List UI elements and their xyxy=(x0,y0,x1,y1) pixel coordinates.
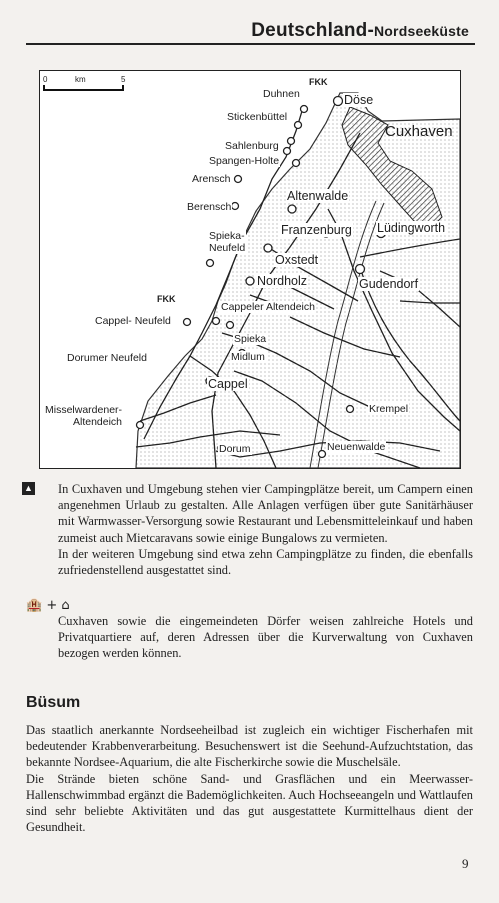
map-scale-bar xyxy=(43,77,125,97)
place-neuenwalde: Neuenwalde xyxy=(327,441,386,453)
place-dorum: Dorum xyxy=(219,443,251,455)
page-number: 9 xyxy=(462,856,469,871)
scale-unit: km xyxy=(75,75,86,84)
house-icon: ⌂ xyxy=(61,598,70,613)
place-cappel-neufeld: Cappel- Neufeld xyxy=(95,315,171,327)
place-berensch: Berensch xyxy=(187,201,232,213)
place-spangen-holte: Spangen-Holte xyxy=(209,155,280,167)
scale-zero: 0 xyxy=(43,75,48,84)
lodging-text: Cuxhaven sowie die eingemeindeten Dörfer weisen zahlreiche Hotels und Privatquartiere auf, deren Adressen über die Kurverwaltung von Cuxhaven bezogen werden können. xyxy=(58,614,473,661)
fkk-label-north: FKK xyxy=(309,77,328,87)
place-spieka: Spieka xyxy=(234,333,267,345)
page-header-title xyxy=(251,20,469,42)
fkk-label-west: FKK xyxy=(157,294,176,304)
place-nordholz: Nordholz xyxy=(257,274,308,288)
place-midlum: Midlum xyxy=(231,351,265,363)
place-krempel: Krempel xyxy=(369,403,409,415)
header-rule xyxy=(26,43,475,45)
place-franzenburg: Franzenburg xyxy=(281,223,352,237)
place-gudendorf: Gudendorf xyxy=(359,277,419,291)
camping-section xyxy=(26,481,473,578)
hotel-icon: 🏨 xyxy=(26,598,43,613)
plus-sign: + xyxy=(46,598,58,613)
place-duhnen: Duhnen xyxy=(263,88,300,100)
place-dorumer-neufeld: Dorumer Neufeld xyxy=(67,352,147,364)
place-misselwardener-altendeich: Misselwardener- Altendeich xyxy=(45,404,123,429)
place-arensch: Arensch xyxy=(192,173,231,185)
place-doese: Döse xyxy=(344,93,374,107)
camping-text-2: In der weiteren Umgebung sind etwa zehn Campingplätze zu finden, die ebenfalls zufriedenstellend ausgestattet sind. xyxy=(58,546,473,578)
place-cappeler-altendeich: Cappeler Altendeich xyxy=(221,301,315,313)
region-map xyxy=(39,70,461,469)
buesum-text-2: Die Strände bieten schöne Sand- und Grasflächen und ein Meerwasser-Hallenschwimmbad ergänzt die Bademöglichkeiten. Auch Hochseeangeln und Wattlaufen sind sehr beliebte Aktivitäten und das gut ausgestattete Kurmittelhaus dient der Gesundheit. xyxy=(26,771,473,835)
buesum-text-1: Das staatlich anerkannte Nordseeheilbad ist zugleich ein wichtiger Fischerhafen mit bedeutender Krabbenverarbeitung. Besuchenswert ist die Seehund-Aufzuchtstation, das bekannte Nordsee-Aquarium, die alte Fischerkirche sowie die Muschelsäle. xyxy=(26,723,473,770)
header-sub: Nordseeküste xyxy=(374,23,469,39)
scale-five: 5 xyxy=(121,75,126,84)
camping-tent-icon: ▲ xyxy=(22,482,35,495)
buesum-section xyxy=(26,722,473,835)
place-luedingworth: Lüdingworth xyxy=(377,221,446,235)
place-cappel: Cappel xyxy=(208,377,248,391)
camping-text-1: In Cuxhaven und Umgebung stehen vier Campingplätze bereit, um Campern einen angenehmen Urlaub zu gestalten. Alle Anlagen verfügen über gute Sanitärhäuser mit Warmwasser-Versorgung sowie Restaurant und Lebensmitteleinkauf und haben zumeist auch Mietcaravans sowie einige Bungalows zu vermieten. xyxy=(58,482,473,545)
lodging-icons xyxy=(26,598,70,613)
section-heading-buesum: Büsum xyxy=(26,694,81,711)
header-main: Deutschland- xyxy=(251,20,374,41)
place-altenwalde: Altenwalde xyxy=(287,189,349,203)
place-sahlenburg: Sahlenburg xyxy=(225,140,279,152)
place-spieka-neufeld: Spieka- Neufeld xyxy=(209,230,246,255)
place-oxstedt: Oxstedt xyxy=(275,253,319,267)
place-stickenbuettel: Stickenbüttel xyxy=(227,111,288,123)
lodging-section xyxy=(26,613,473,662)
place-cuxhaven: Cuxhaven xyxy=(385,123,453,140)
